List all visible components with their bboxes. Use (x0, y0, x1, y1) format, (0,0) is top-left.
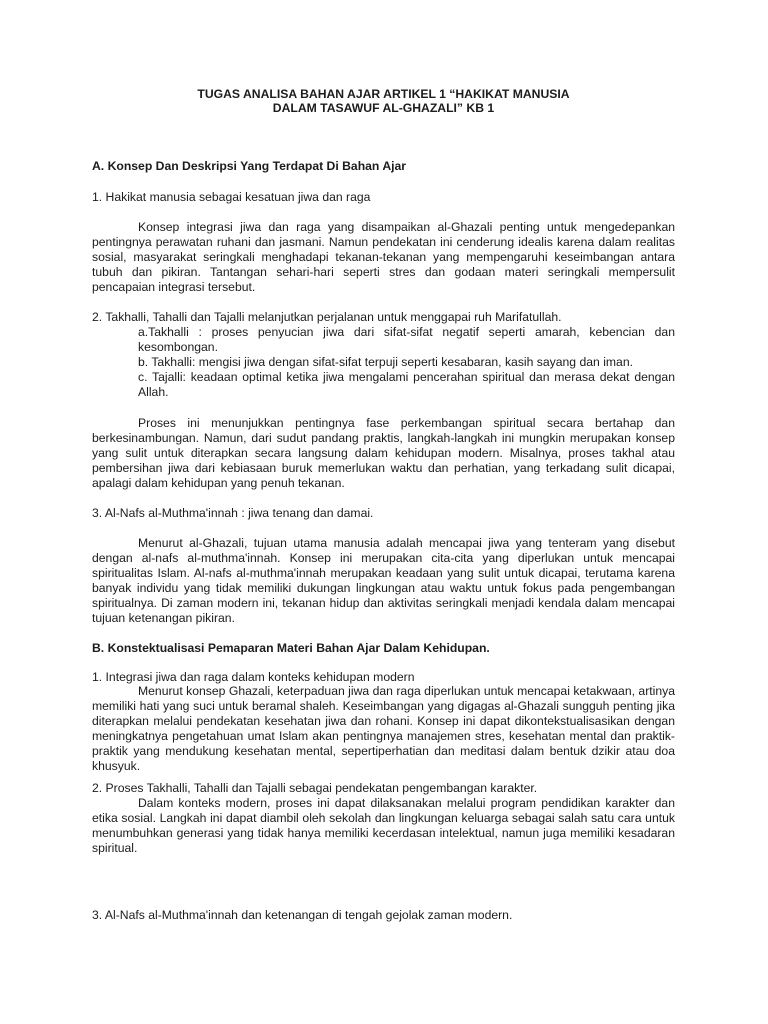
title-line-1: TUGAS ANALISA BAHAN AJAR ARTIKEL 1 “HAKIKAT MANUSIA (197, 87, 570, 101)
section-a-heading: A. Konsep Dan Deskripsi Yang Terdapat Di Bahan Ajar (92, 159, 407, 173)
section-a-item-1-paragraph: Konsep integrasi jiwa dan raga yang disampaikan al-Ghazali penting untuk mengedepankan pentingnya perawatan ruhani dan jasmani. Namun pendekatan ini cenderung idealis karena dalam realitas sosial, masyarakat seringkali menghadapi tekanan-tekanan yang mempengaruhi keseimbangan antara tubuh dan pikiran. Tantangan sehari-hari seperti stres dan godaan materi seringkali mempersulit pencapaian integrasi tersebut. (92, 220, 675, 294)
section-a-item-3-paragraph: Menurut al-Ghazali, tujuan utama manusia adalah mencapai jiwa yang tenteram yang disebut dengan al-nafs al-muthma'innah. Konsep ini merupakan cita-cita yang diperlukan untuk mencapai spiritualitas Islam. Al-nafs al-muthma'innah merupakan keadaan yang sulit untuk dicapai, terutama karena banyak individu yang tidak memiliki dukungan lingkungan atau waktu untuk fokus pada pengembangan spiritualnya. Di zaman modern ini, tekanan hidup dan aktivitas seringkali menjadi kendala dalam mencapai tujuan ketenangan pikiran. (92, 536, 675, 625)
section-b-item-2-heading: 2. Proses Takhalli, Tahalli dan Tajalli sebagai pendekatan pengembangan karakter. (92, 781, 538, 795)
section-a-item-2-sub-c: c. Tajalli: keadaan optimal ketika jiwa mengalami pencerahan spiritual dan merasa dekat dengan Allah. (138, 370, 675, 399)
section-a-item-2-heading: 2. Takhalli, Tahalli dan Tajalli melanjutkan perjalanan untuk menggapai ruh Marifatullah. (92, 310, 562, 324)
section-b-item-2-paragraph: Dalam konteks modern, proses ini dapat dilaksanakan melalui program pendidikan karakter dan etika sosial. Langkah ini dapat diambil oleh sekolah dan lingkungan keluarga sebagai salah satu cara untuk menumbuhkan generasi yang tidak hanya memiliki kecerdasan intelektual, namun juga memiliki kesadaran spiritual. (92, 796, 675, 855)
section-a-item-1-heading: 1. Hakikat manusia sebagai kesatuan jiwa dan raga (92, 190, 371, 204)
section-a-item-3-heading: 3. Al-Nafs al-Muthma'innah : jiwa tenang dan damai. (92, 506, 374, 520)
section-a-item-2-paragraph: Proses ini menunjukkan pentingnya fase perkembangan spiritual secara bertahap dan berkesinambungan. Namun, dari sudut pandang praktis, langkah-langkah ini mungkin merupakan konsep yang sulit untuk diterapkan secara langsung dalam kehidupan modern. Misalnya, proses takhal atau pembersihan jiwa dari kebiasaan buruk memerlukan waktu dan perhatian, yang terkadang sulit dicapai, apalagi dalam kehidupan yang penuh tekanan. (92, 416, 675, 490)
section-b-item-1-heading: 1. Integrasi jiwa dan raga dalam konteks kehidupan modern (92, 670, 415, 684)
section-b-item-1-paragraph: Menurut konsep Ghazali, keterpaduan jiwa dan raga diperlukan untuk mencapai ketakwaan, artinya memiliki hati yang suci untuk beramal shaleh. Keseimbangan yang digagas al-Ghazali sungguh penting jika diterapkan melalui pendekatan kesehatan jiwa dan rohani. Konsep ini dapat dikontekstualisasikan dengan meningkatnya pengetahuan umat Islam akan pentingnya manajemen stres, kesehatan mental dan praktik-praktik yang mendukung kesehatan mental, sepertiperhatian dan meditasi dalam bentuk dzikir atau doa khusyuk. (92, 684, 675, 773)
section-a-item-2-sub-b: b. Takhalli: mengisi jiwa dengan sifat-sifat terpuji seperti kesabaran, kasih sayang dan iman. (138, 355, 633, 369)
section-a-item-2-sub-a: a.Takhalli : proses penyucian jiwa dari sifat-sifat negatif seperti amarah, kebencian dan kesombongan. (138, 325, 675, 354)
section-b-item-3-heading: 3. Al-Nafs al-Muthma'innah dan ketenangan di tengah gejolak zaman modern. (92, 908, 513, 922)
section-b-heading: B. Konstektualisasi Pemaparan Materi Bahan Ajar Dalam Kehidupan. (92, 641, 490, 655)
title-line-2: DALAM TASAWUF AL-GHAZALI” KB 1 (272, 100, 495, 115)
document-title (92, 88, 675, 115)
